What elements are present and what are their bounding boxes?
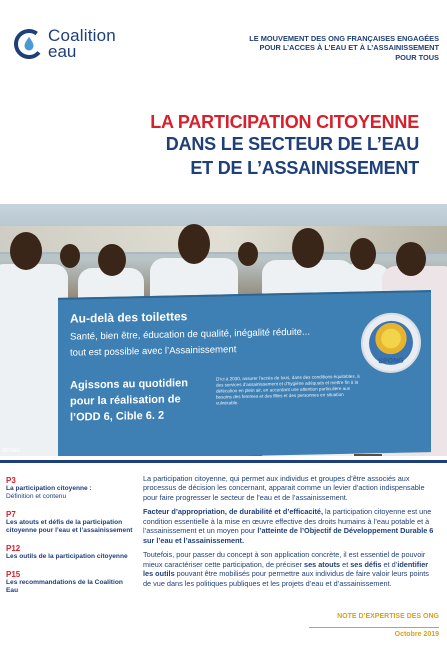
toc-label-detail: Définition et contenu [6, 493, 67, 501]
tagline-line-2: POUR L’ACCES À L’EAU ET À L’ASSAINISSEMENT [259, 43, 439, 53]
tagline [219, 34, 439, 62]
toc-label: Les atouts et défis de la participation citoyenne pour l’eau et l’assainissement [6, 519, 133, 535]
toc-label: Les recommandations de la Coalition Eau [6, 579, 123, 595]
toc-label: La participation citoyenne : [6, 485, 92, 492]
title-line-1: LA PARTICIPATION CITOYENNE [150, 112, 419, 132]
coalition-eau-logo [14, 28, 116, 60]
toc-item[interactable] [6, 510, 134, 535]
intro-emphasis: ses atouts [304, 559, 341, 569]
toc-label: Les outils de la participation citoyenne [6, 553, 128, 561]
section-divider [0, 460, 447, 463]
toc-item[interactable] [6, 570, 134, 595]
intro-emphasis: Facteur d’appropriation, de durabilité et d’efficacité, [143, 507, 324, 517]
toc-page-number: P3 [6, 476, 16, 485]
table-of-contents [6, 476, 134, 604]
title-line-3: ET DE L’ASSAINISSEMENT [190, 157, 419, 178]
person-head [396, 242, 426, 276]
intro-text-run: et [340, 559, 351, 569]
logo-line-eau: eau [48, 42, 77, 62]
publication-date: Octobre 2019 [394, 631, 439, 638]
campaign-banner [58, 290, 431, 456]
intro-paragraph-3 [143, 550, 439, 588]
cover-photo [0, 204, 447, 456]
photo-credit: SPONG [2, 448, 21, 454]
banner-target-text: D'ici à 2030, assurer l'accès de tous, dans des conditions équitables, à des services d'assainissement et d'hygiène adéquats et mettre fin à la défécation en plein air, en accordant une attention particulière aux besoins des femmes et des filles et des personnes en situation vulnérable. [216, 373, 360, 406]
introduction-text [143, 474, 439, 593]
intro-emphasis: ses défis [350, 559, 382, 569]
header [0, 0, 447, 110]
banner-call-1: Agissons au quotidien [70, 377, 188, 392]
person-head [60, 244, 80, 268]
intro-paragraph-1: La participation citoyenne, qui permet aux individus et groupes d’être associés aux processus de décision les concernant, apparait comme un levier d’action indispensable pour faire progresser le secteur de l’eau et de l’assainissement. [143, 474, 425, 502]
banner-subtitle-2: tout est possible avec l’Assainissement [70, 344, 237, 359]
document-title [0, 112, 447, 181]
logo-line-coalition: Coalition [48, 26, 116, 45]
person-head [238, 242, 258, 266]
toc-page-number: P7 [6, 510, 16, 520]
toc-item[interactable] [6, 544, 134, 561]
intro-text-run: Toutefois, pour passer du concept à son application concrète, il est essentiel de pouvoir mieux caractériser cette participation, de préciser [143, 550, 426, 569]
spong-logo [361, 312, 421, 373]
tagline-line-1: LE MOUVEMENT DES ONG FRANÇAISES ENGAGÉES [249, 34, 439, 43]
person-head [178, 224, 210, 264]
banner-call-3: l’ODD 6, Cible 6. 2 [70, 409, 165, 424]
person-head [10, 232, 42, 270]
intro-text-run: pouvant être mobilisés pour permettre aux individus de faire valoir leurs points de vue dans les politiques publiques et les projets d’eau et d’assainissement. [143, 569, 429, 588]
toc-page-number: P15 [6, 570, 21, 580]
intro-emphasis: identifier les outils [143, 559, 429, 579]
tagline-line-3: POUR TOUS [395, 52, 439, 62]
title-line-2: DANS LE SECTEUR DE L’EAU [165, 134, 419, 154]
intro-paragraph-2 [143, 507, 439, 545]
toc-item[interactable] [6, 476, 134, 501]
toc-page-number: P12 [6, 544, 21, 554]
person-head [350, 238, 376, 270]
person-head [292, 228, 324, 268]
coalition-eau-logo-icon [14, 29, 44, 59]
intro-text-run: et d’ [381, 559, 398, 569]
banner-subtitle-1: Santé, bien être, éducation de qualité, inégalité réduite... [70, 326, 311, 343]
banner-title: Au-delà des toilettes [70, 309, 188, 326]
intro-text-run: la participation citoyenne est une condition essentielle à la mise en œuvre effective des droits humains à l’eau potable et à l’assainissement et un moyen pour [143, 507, 432, 536]
spong-logo-text: SPONG [378, 357, 404, 366]
intro-emphasis: l’atteinte de l’Objectif de Développement Durable 6 sur l’eau et l’assainissement. [143, 526, 434, 545]
banner-call-2: pour la réalisation de [70, 393, 181, 408]
person-head [98, 244, 126, 276]
footer-rule [309, 627, 439, 628]
document-type-label: NOTE D’EXPERTISE DES ONG [337, 613, 439, 620]
